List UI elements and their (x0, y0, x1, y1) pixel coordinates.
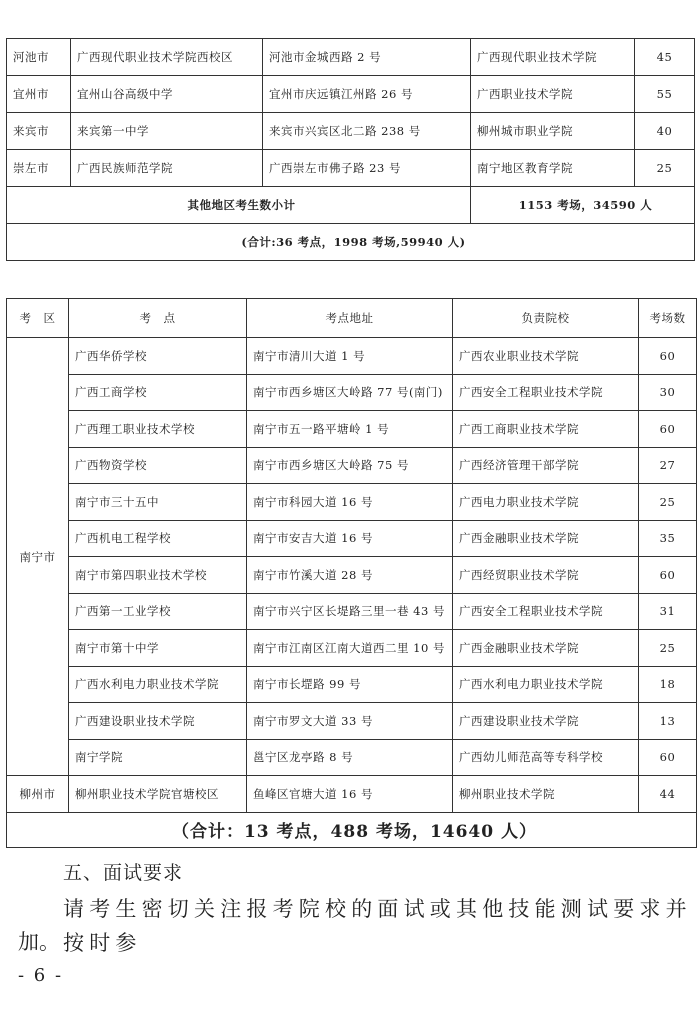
rooms-cell: 25 (639, 484, 697, 521)
table-row (7, 520, 697, 557)
address-cell: 鱼峰区官塘大道 16 号 (247, 776, 453, 813)
site-cell: 广西水利电力职业技术学院 (69, 666, 247, 703)
address-cell: 南宁市长堽路 99 号 (247, 666, 453, 703)
site-cell: 广西第一工业学校 (69, 593, 247, 630)
rooms-cell: 27 (639, 447, 697, 484)
rooms-cell: 18 (639, 666, 697, 703)
regional-sites-table-continued (6, 38, 695, 261)
liuzhou-row (7, 776, 697, 813)
rooms-cell: 60 (639, 557, 697, 594)
rooms-cell: 31 (639, 593, 697, 630)
rooms-cell: 13 (639, 703, 697, 740)
site-cell: 广西现代职业技术学院西校区 (71, 39, 263, 76)
school-cell: 广西幼儿师范高等专科学校 (453, 739, 639, 776)
school-cell: 广西经济管理干部学院 (453, 447, 639, 484)
table-row (7, 411, 697, 448)
site-cell: 南宁学院 (69, 739, 247, 776)
table-row (7, 338, 697, 375)
section-paragraph-line1: 请考生密切关注报考院校的面试或其他技能测试要求并按时参 (63, 897, 692, 955)
region-cell: 柳州市 (7, 776, 69, 813)
address-cell: 宜州市庆远镇江州路 26 号 (263, 76, 471, 113)
table-row (7, 666, 697, 703)
school-cell: 柳州职业技术学院 (453, 776, 639, 813)
region-cell-nanning: 南宁市 (7, 338, 69, 776)
school-cell: 广西经贸职业技术学院 (453, 557, 639, 594)
rooms-cell: 44 (639, 776, 697, 813)
rooms-cell: 55 (635, 76, 695, 113)
rooms-cell: 60 (639, 338, 697, 375)
school-cell: 广西职业技术学院 (471, 76, 635, 113)
address-cell: 邕宁区龙亭路 8 号 (247, 739, 453, 776)
table2-body (7, 338, 697, 776)
address-cell: 南宁市西乡塘区大岭路 75 号 (247, 447, 453, 484)
region-cell: 来宾市 (7, 113, 71, 150)
site-cell: 广西华侨学校 (69, 338, 247, 375)
table-row (7, 447, 697, 484)
site-cell: 广西理工职业技术学校 (69, 411, 247, 448)
header-address: 考点地址 (247, 299, 453, 338)
region-cell: 宜州市 (7, 76, 71, 113)
school-cell: 广西建设职业技术学院 (453, 703, 639, 740)
school-cell: 广西安全工程职业技术学院 (453, 593, 639, 630)
address-cell: 南宁市竹溪大道 28 号 (247, 557, 453, 594)
section-paragraph-line2: 加。 (18, 930, 60, 954)
header-site: 考 点 (69, 299, 247, 338)
section-heading: 五、面试要求 (63, 862, 184, 884)
site-cell: 南宁市三十五中 (69, 484, 247, 521)
school-cell: 广西电力职业技术学院 (453, 484, 639, 521)
table-row (7, 374, 697, 411)
rooms-cell: 60 (639, 739, 697, 776)
site-cell: 来宾第一中学 (71, 113, 263, 150)
school-cell: 广西现代职业技术学院 (471, 39, 635, 76)
address-cell: 南宁市科园大道 16 号 (247, 484, 453, 521)
school-cell: 南宁地区教育学院 (471, 150, 635, 187)
school-cell: 广西金融职业技术学院 (453, 630, 639, 667)
school-cell: 广西水利电力职业技术学院 (453, 666, 639, 703)
subtotal-label: 其他地区考生数小计 (7, 187, 471, 224)
site-cell: 南宁市第十中学 (69, 630, 247, 667)
table-row (7, 76, 695, 113)
total-row (7, 224, 695, 261)
address-cell: 南宁市罗文大道 33 号 (247, 703, 453, 740)
address-cell: 南宁市安吉大道 16 号 (247, 520, 453, 557)
address-cell: 南宁市清川大道 1 号 (247, 338, 453, 375)
rooms-cell: 60 (639, 411, 697, 448)
rooms-cell: 30 (639, 374, 697, 411)
site-cell: 广西建设职业技术学院 (69, 703, 247, 740)
table-row (7, 113, 695, 150)
site-cell: 广西民族师范学院 (71, 150, 263, 187)
subtotal-value: 1153 考场，34590 人 (471, 187, 695, 224)
subtotal-row (7, 187, 695, 224)
table2-total: （合计：13 考点，488 考场，14640 人） (7, 812, 697, 847)
table-row (7, 739, 697, 776)
site-cell: 广西物资学校 (69, 447, 247, 484)
table1-body (7, 39, 695, 187)
nanning-sites-table (6, 298, 697, 848)
table-row (7, 39, 695, 76)
school-cell: 广西农业职业技术学院 (453, 338, 639, 375)
address-cell: 来宾市兴宾区北二路 238 号 (263, 113, 471, 150)
rooms-cell: 40 (635, 113, 695, 150)
table-row (7, 150, 695, 187)
address-cell: 南宁市五一路平塘岭 1 号 (247, 411, 453, 448)
site-cell: 广西工商学校 (69, 374, 247, 411)
school-cell: 广西安全工程职业技术学院 (453, 374, 639, 411)
rooms-cell: 35 (639, 520, 697, 557)
address-cell: 广西崇左市佛子路 23 号 (263, 150, 471, 187)
region-cell: 河池市 (7, 39, 71, 76)
table-row (7, 484, 697, 521)
address-cell: 南宁市兴宁区长堤路三里一巷 43 号 (247, 593, 453, 630)
page-number: - 6 - (18, 965, 64, 986)
header-rooms: 考场数 (639, 299, 697, 338)
table2-total-row (7, 812, 697, 847)
rooms-cell: 45 (635, 39, 695, 76)
school-cell: 广西金融职业技术学院 (453, 520, 639, 557)
rooms-cell: 25 (635, 150, 695, 187)
header-school: 负责院校 (453, 299, 639, 338)
address-cell: 南宁市西乡塘区大岭路 77 号(南门) (247, 374, 453, 411)
rooms-cell: 25 (639, 630, 697, 667)
site-cell: 南宁市第四职业技术学校 (69, 557, 247, 594)
site-cell: 宜州山谷高级中学 (71, 76, 263, 113)
school-cell: 柳州城市职业学院 (471, 113, 635, 150)
address-cell: 河池市金城西路 2 号 (263, 39, 471, 76)
table-row (7, 630, 697, 667)
site-cell: 广西机电工程学校 (69, 520, 247, 557)
region-cell: 崇左市 (7, 150, 71, 187)
table1-total: (合计:36 考点，1998 考场,59940 人) (7, 224, 695, 261)
header-region: 考 区 (7, 299, 69, 338)
table-row (7, 557, 697, 594)
table2-header-row (7, 299, 697, 338)
site-cell: 柳州职业技术学院官塘校区 (69, 776, 247, 813)
address-cell: 南宁市江南区江南大道西二里 10 号 (247, 630, 453, 667)
table-row (7, 703, 697, 740)
table-row (7, 593, 697, 630)
school-cell: 广西工商职业技术学院 (453, 411, 639, 448)
